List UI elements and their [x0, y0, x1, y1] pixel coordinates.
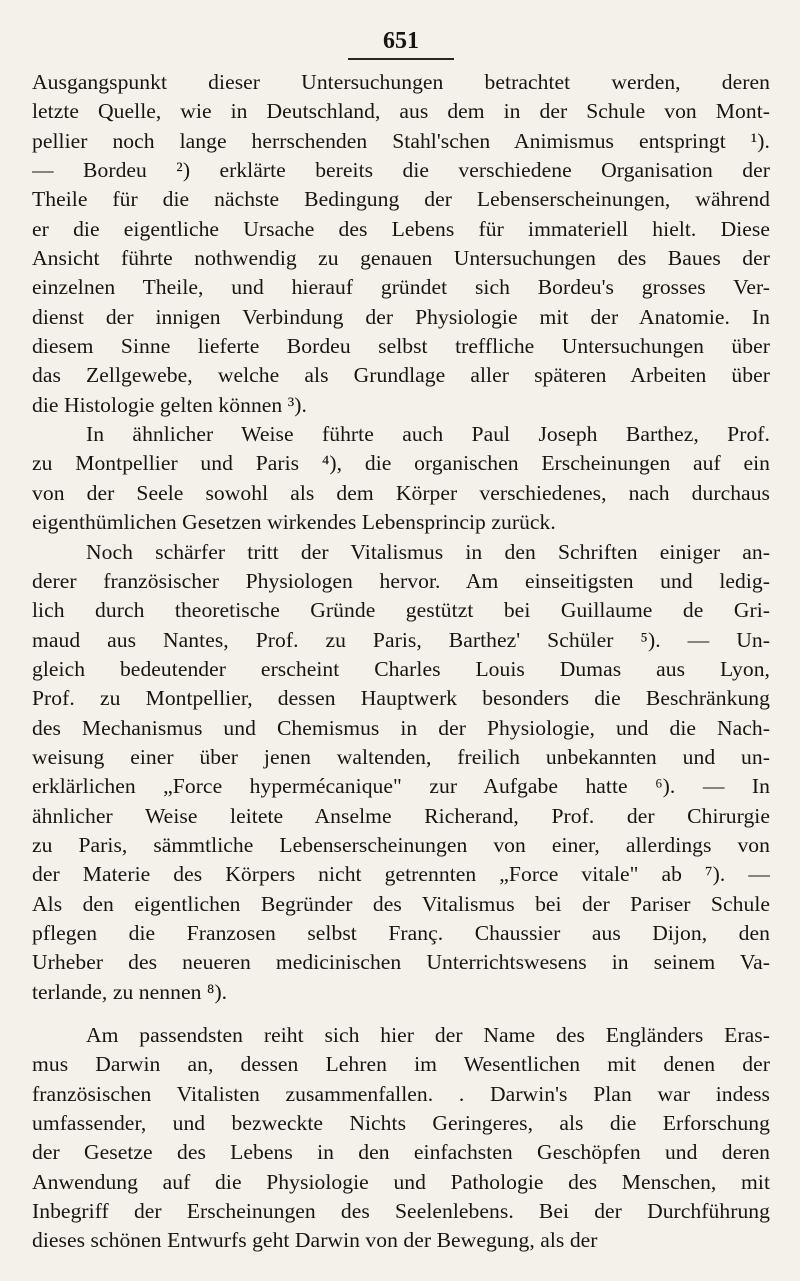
- text-line: Anwendung auf die Physiologie und Pathologie des Menschen, mit: [32, 1169, 770, 1194]
- text-line: Prof. zu Montpellier, dessen Hauptwerk besonders die Beschränkung: [32, 686, 770, 711]
- text-line: von der Seele sowohl als dem Körper verschiedenes, nach durchaus: [32, 480, 770, 505]
- text-line: der Materie des Körpers nicht getrennten „Force vitale" ab ⁷). —: [32, 862, 770, 887]
- book-page: [32, 26, 770, 1256]
- paragraph: [32, 538, 770, 1008]
- text-line: maud aus Nantes, Prof. zu Paris, Barthez' Schüler ⁵). — Un-: [32, 627, 770, 652]
- paragraph-gap: [32, 1007, 770, 1021]
- text-line: Inbegriff der Erscheinungen des Seelenlebens. Bei der Durchführung: [32, 1199, 770, 1224]
- text-line: pellier noch lange herrschenden Stahl'schen Animismus entspringt ¹).: [32, 128, 770, 153]
- text-line: In ähnlicher Weise führte auch Paul Joseph Barthez, Prof.: [86, 422, 770, 447]
- text-line: dienst der innigen Verbindung der Physiologie mit der Anatomie. In: [32, 304, 770, 329]
- text-line: dieses schönen Entwurfs geht Darwin von der Bewegung, als der: [32, 1228, 598, 1253]
- text-line: derer französischer Physiologen hervor. Am einseitigsten und ledig-: [32, 568, 770, 593]
- text-line: Theile für die nächste Bedingung der Lebenserscheinungen, während: [32, 187, 770, 212]
- text-line: Am passendsten reiht sich hier der Name des Engländers Eras-: [86, 1023, 770, 1047]
- text-line: weisung einer über jenen waltenden, freilich unbekannten und un-: [32, 744, 770, 769]
- text-line: Ansicht führte nothwendig zu genauen Untersuchungen des Baues der: [32, 246, 770, 271]
- paragraph: [32, 68, 770, 420]
- text-line: gleich bedeutender erscheint Charles Louis Dumas aus Lyon,: [32, 656, 770, 681]
- text-line: zu Montpellier und Paris ⁴), die organischen Erscheinungen auf ein: [32, 451, 770, 476]
- text-line: Noch schärfer tritt der Vitalismus in den Schriften einiger an-: [86, 539, 770, 564]
- text-line: des Mechanismus und Chemismus in der Physiologie, und die Nach-: [32, 715, 770, 740]
- text-line: er die eigentliche Ursache des Lebens für immateriell hielt. Diese: [32, 216, 770, 241]
- text-line: zu Paris, sämmtliche Lebenserscheinungen von einer, allerdings von: [32, 832, 770, 857]
- text-line: — Bordeu ²) erklärte bereits die verschiedene Organisation der: [32, 158, 770, 183]
- text-line: Urheber des neueren medicinischen Unterrichtswesens in seinem Va-: [32, 950, 770, 975]
- text-line: mus Darwin an, dessen Lehren im Wesentlichen mit denen der: [32, 1052, 770, 1077]
- text-line: lich durch theoretische Gründe gestützt bei Guillaume de Gri-: [32, 598, 770, 623]
- text-line: terlande, zu nennen ⁸).: [32, 979, 228, 1004]
- text-line: die Histologie gelten können ³).: [32, 392, 307, 417]
- text-line: umfassender, und bezweckte Nichts Geringeres, als die Erforschung: [32, 1111, 770, 1136]
- page-number-rule: [348, 58, 454, 60]
- text-line: pflegen die Franzosen selbst Franç. Chaussier aus Dijon, den: [32, 920, 770, 945]
- text-line: eigenthümlichen Gesetzen wirkendes Lebensprincip zurück.: [32, 510, 556, 535]
- text-line: französischen Vitalisten zusammenfallen. . Darwin's Plan war indess: [32, 1081, 770, 1106]
- paragraph: [32, 420, 770, 537]
- text-line: der Gesetze des Lebens in den einfachsten Geschöpfen und deren: [32, 1140, 770, 1165]
- page-number: 651: [383, 28, 419, 54]
- text-line: erklärlichen „Force hypermécanique" zur Aufgabe hatte ⁶). — In: [32, 774, 770, 799]
- body-text: [32, 68, 770, 1256]
- text-line: einzelnen Theile, und hierauf gründet sich Bordeu's grosses Ver-: [32, 275, 770, 300]
- text-line: Als den eigentlichen Begründer des Vitalismus bei der Pariser Schule: [32, 891, 770, 916]
- text-line: diesem Sinne lieferte Bordeu selbst treffliche Untersuchungen über: [32, 334, 770, 359]
- paragraph: [32, 1021, 770, 1256]
- text-line: das Zellgewebe, welche als Grundlage aller späteren Arbeiten über: [32, 363, 770, 388]
- text-line: Ausgangspunkt dieser Untersuchungen betrachtet werden, deren: [32, 70, 770, 94]
- text-line: letzte Quelle, wie in Deutschland, aus dem in der Schule von Mont-: [32, 99, 770, 124]
- text-line: ähnlicher Weise leitete Anselme Richerand, Prof. der Chirurgie: [32, 803, 770, 828]
